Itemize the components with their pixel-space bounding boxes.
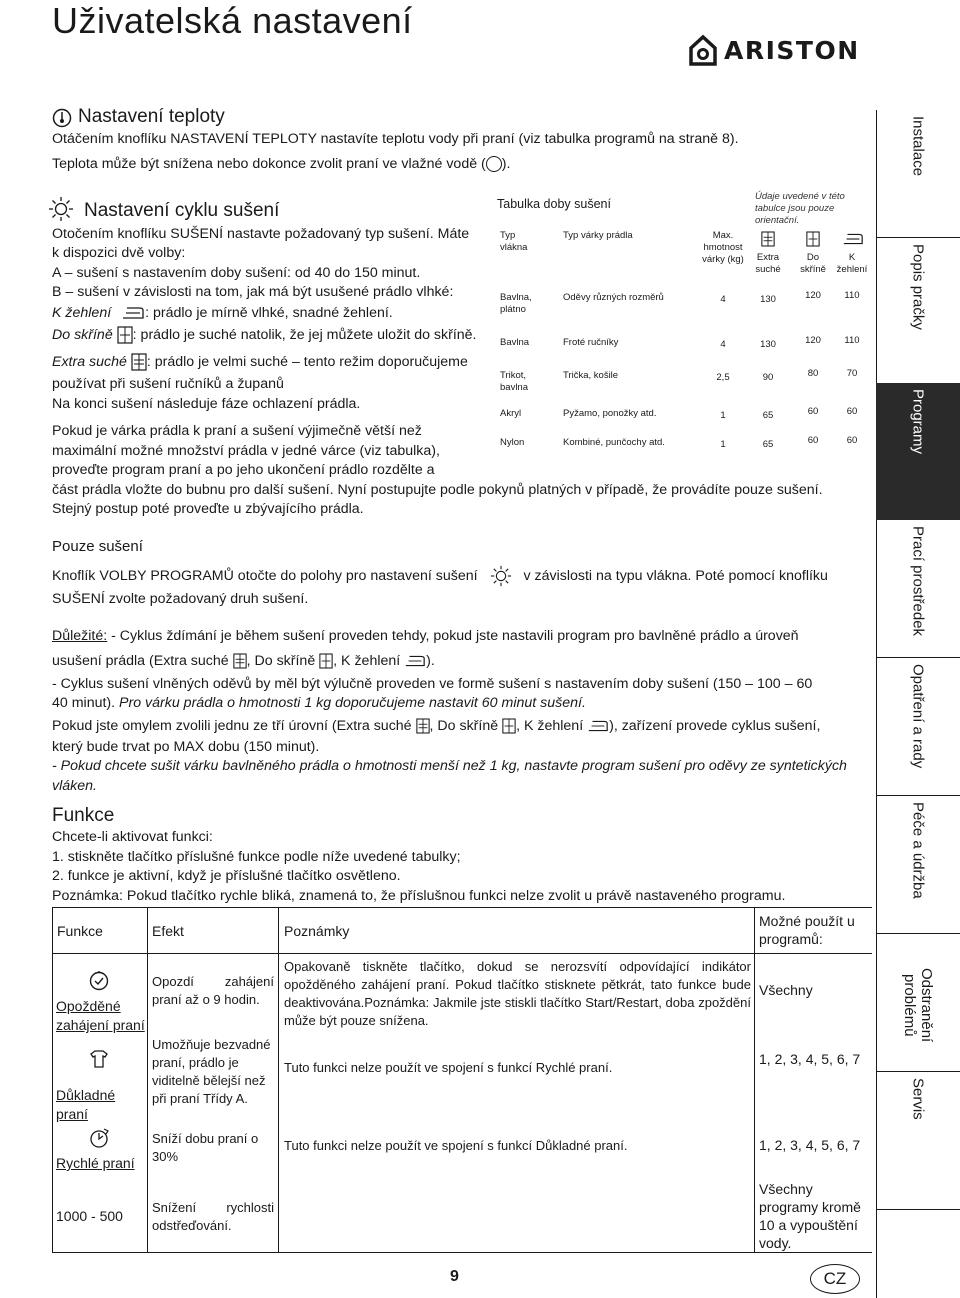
only-drying-l1: Knoflík VOLBY PROGRAMŮ otočte do polohy pro nastavení sušení v závislosti na typu vlákna. Poté pomocí knoflíku — [52, 565, 828, 587]
drying-table-cell-closet: 120 — [805, 290, 821, 301]
shirt-icon — [88, 1048, 110, 1070]
drying-table-cell-extra: 130 — [760, 339, 776, 350]
func-programs-3: Všechny programy kromě 10 a vypouštění vody. — [759, 1181, 861, 1251]
important-l6: který bude trvat po MAX dobu (150 minut). — [52, 739, 320, 755]
drying-table-cell-fiber: Nylon — [500, 437, 525, 448]
drying-table-cell-fiber: Bavlna — [500, 337, 530, 348]
quick-clock-icon — [88, 1127, 110, 1149]
drying-table-cell-extra: 90 — [762, 372, 774, 383]
drying-l2: k dispozici dvě volby: — [52, 245, 186, 261]
drying-table-cell-iron: 70 — [846, 368, 858, 379]
house-icon — [688, 34, 718, 66]
closet-icon — [319, 652, 333, 670]
important-l8: vláken. — [52, 778, 97, 794]
only-drying-l2: SUŠENÍ zvolte požadovaný druh sušení. — [52, 591, 309, 607]
cold-water-icon — [486, 156, 502, 172]
tab-pece-a-udrzba[interactable]: Péče a údržba — [909, 802, 927, 899]
drying-l3: A – sušení s nastavením doby sušení: od 40 do 150 minut. — [52, 265, 421, 281]
drying-table-cell-max: 1 — [720, 439, 726, 450]
tab-servis[interactable]: Servis — [909, 1078, 927, 1120]
iron-icon — [587, 719, 609, 733]
func-programs-2: 1, 2, 3, 4, 5, 6, 7 — [759, 1137, 861, 1153]
closet-icon — [502, 717, 516, 735]
drying-p2l5: Stejný postup poté proveďte u zbývajícího prádla. — [52, 501, 364, 517]
delay-clock-icon — [88, 970, 110, 992]
drying-table-cell-iron: 60 — [846, 406, 858, 417]
drying-p2l3: proveďte program praní a po jeho ukončení prádlo rozdělte a — [52, 462, 435, 478]
important-l5: Pokud jste omylem zvolili jednu ze tří úrovní (Extra suché , Do skříně , K žehlení ), zařízení provede cyklus sušení, — [52, 718, 821, 734]
func-effect-2: Sníží dobu praní o 30% — [152, 1131, 259, 1164]
important-l2: usušení prádla (Extra suché , Do skříně , K žehlení ). — [52, 653, 435, 669]
drying-table-note: Údaje uvedené v této tabulce jsou pouze orientační. — [755, 191, 845, 226]
drying-table-cell-iron: 60 — [846, 435, 858, 446]
drying-heading: Nastavení cyklu sušení — [84, 200, 280, 221]
brand-name: ARISTON — [724, 36, 860, 65]
ariston-logo — [688, 34, 878, 66]
iron-icon — [121, 306, 145, 320]
col-load-header: Typ várky prádla — [563, 230, 633, 241]
page-title: Uživatelská nastavení — [52, 0, 413, 41]
important-l4: 40 minut). Pro várku prádla o hmotnosti 1 kg doporučujeme nastavit 60 minut sušení. — [52, 695, 586, 711]
page-number: 9 — [450, 1268, 459, 1285]
functions-l2: 1. stiskněte tlačítko příslušné funkce podle níže uvedené tabulky; — [52, 849, 461, 865]
closet-icon — [806, 231, 820, 247]
tab-praci-prostredek[interactable]: Prací prostředek — [909, 526, 927, 637]
iron-icon — [404, 654, 426, 668]
closet-icon — [117, 326, 133, 344]
drying-l7: Extra suché : prádlo je velmi suché – tento režim doporučujeme — [52, 354, 468, 370]
drying-l4: B – sušení v závislosti na tom, jak má být usušené prádlo vlhké: — [52, 284, 454, 300]
temperature-line1: Otáčením knoflíku NASTAVENÍ TEPLOTY nastavíte teplotu vody při praní (viz tabulka programů na straně 8). — [52, 131, 739, 147]
drying-table-cell-closet: 60 — [807, 435, 819, 446]
col-func-header: Funkce — [57, 923, 103, 939]
func-notes-2: Tuto funkci nelze použít ve spojení s funkcí Důkladné praní. — [284, 1138, 628, 1153]
func-name-3: 1000 - 500 — [56, 1208, 123, 1224]
drying-table-cell-max: 1 — [720, 410, 726, 421]
col-programs-header: Možné použít u programů: — [759, 913, 855, 947]
important-l7: - Pokud chcete sušit várku bavlněného prádla o hmotnosti menší než 1 kg, nastavte program sušení pro oděvy ze syntetických — [52, 758, 847, 774]
drying-p2l2: maximální možné množství prádla v jedné várce (viz tabulka), — [52, 443, 440, 459]
drying-l5: K žehlení : prádlo je mírně vlhké, snadné žehlení. — [52, 305, 393, 321]
col-max-header: Max. hmotnost várky (kg) — [702, 230, 744, 265]
col-iron-header: K žehlení — [836, 252, 868, 275]
thermometer-icon — [52, 108, 72, 128]
drying-table-cell-iron: 110 — [844, 290, 860, 301]
temperature-heading: Nastavení teploty — [78, 106, 225, 127]
drying-table-cell-closet: 80 — [807, 368, 819, 379]
func-notes-1: Tuto funkci nelze použít ve spojení s funkcí Rychlé praní. — [284, 1060, 613, 1075]
tab-opatreni-a-rady[interactable]: Opatření a rady — [909, 664, 927, 769]
col-fiber-header: Typ vlákna — [500, 230, 528, 253]
extra-dry-icon — [131, 353, 147, 371]
iron-icon — [842, 232, 864, 246]
drying-table-cell-extra: 65 — [762, 439, 774, 450]
func-effect-3: Snížení rychlosti odstřeďování. — [152, 1200, 274, 1233]
sun-icon — [48, 196, 74, 222]
tab-instalace[interactable]: Instalace — [909, 116, 927, 177]
temperature-line2: Teplota může být snížena nebo dokonce zvolit praní ve vlažné vodě ( ). — [52, 156, 511, 172]
tab-programy[interactable]: Programy — [876, 383, 960, 520]
drying-table-cell-closet: 120 — [805, 335, 821, 346]
drying-table-cell-max: 4 — [720, 339, 726, 350]
extra-dry-icon — [233, 652, 247, 670]
drying-table-cell-fiber: Trikot, bavlna — [500, 370, 528, 393]
drying-l1: Otočením knoflíku SUŠENÍ nastavte požadovaný typ sušení. Máte — [52, 226, 470, 242]
func-name-1: Důkladné praní — [56, 1087, 116, 1122]
drying-table-cell-max: 2,5 — [716, 372, 730, 383]
drying-table-cell-load: Kombiné, punčochy atd. — [563, 437, 665, 448]
drying-table-cell-closet: 60 — [807, 406, 819, 417]
drying-table-cell-fiber: Bavlna, plátno — [500, 292, 532, 315]
important-l1: Důležité: - Cyklus ždímání je během sušení proveden tehdy, pokud jste nastavili program pro bavlněné prádlo a úroveň — [52, 628, 799, 644]
functions-l1: Chcete-li aktivovat funkci: — [52, 829, 213, 845]
func-notes-0: Opakovaně tiskněte tlačítko, dokud se nerozsvítí odpovídající indikátor opožděného zahájení praní. Pokud tlačítko stisknete pětkrát, tato funkce bude deaktivována.Poznámka: Jakmile jste stiskli tlačítko Start/Restart, doba zpoždění může být pouze snížena. — [284, 959, 751, 1028]
col-extra-header: Extra suché — [755, 252, 781, 275]
drying-table-cell-fiber: Akryl — [500, 408, 522, 419]
func-effect-1: Umožňuje bezvadné praní, prádlo je viditelně bělejší než při praní Třídy A. — [152, 1037, 271, 1106]
drying-table-cell-load: Pyžamo, ponožky atd. — [563, 408, 657, 419]
extra-dry-icon — [416, 717, 430, 735]
tab-popis-pracky[interactable]: Popis pračky — [909, 244, 927, 330]
important-l3: - Cyklus sušení vlněných oděvů by měl být výlučně proveden ve formě sušení s nastavením doby sušení (150 – 100 – 60 — [52, 676, 813, 692]
drying-table-cell-extra: 65 — [762, 410, 774, 421]
drying-l9: Na konci sušení následuje fáze ochlazení prádla. — [52, 396, 361, 412]
extra-dry-icon — [761, 231, 775, 247]
col-notes-header: Poznámky — [284, 923, 350, 939]
drying-table-cell-load: Oděvy různých rozměrů — [563, 292, 664, 303]
func-programs-0: Všechny — [759, 982, 813, 998]
drying-l8: používat při sušení ručníků a županů — [52, 376, 284, 392]
drying-table-cell-max: 4 — [720, 294, 726, 305]
func-name-0: Opožděné zahájení praní — [56, 998, 145, 1033]
sun-icon — [490, 565, 512, 587]
drying-p2l1: Pokud je várka prádla k praní a sušení výjimečně větší než — [52, 423, 422, 439]
drying-table-cell-iron: 110 — [844, 335, 860, 346]
col-closet-header: Do skříně — [800, 252, 826, 275]
drying-table-cell-load: Froté ručníky — [563, 337, 619, 348]
func-name-2: Rychlé praní — [56, 1155, 135, 1171]
tab-odstraneni-problemu[interactable]: Odstranění problémů — [901, 968, 935, 1043]
drying-table-title: Tabulka doby sušení — [497, 197, 611, 211]
drying-l6: Do skříně : prádlo je suché natolik, že jej můžete uložit do skříně. — [52, 327, 477, 343]
func-programs-1: 1, 2, 3, 4, 5, 6, 7 — [759, 1051, 861, 1067]
drying-table-cell-extra: 130 — [760, 294, 776, 305]
col-effect-header: Efekt — [152, 923, 184, 939]
functions-l4: Poznámka: Pokud tlačítko rychle bliká, znamená to, že příslušnou funkci nelze zvolit u právě nastaveného programu. — [52, 888, 786, 904]
language-badge: CZ — [810, 1264, 860, 1294]
functions-l3: 2. funkce je aktivní, když je příslušné tlačítko osvětleno. — [52, 868, 401, 884]
functions-heading: Funkce — [52, 805, 115, 826]
drying-table-cell-load: Trička, košile — [563, 370, 619, 381]
func-effect-0: Opozdí zahájení praní až o 9 hodin. — [152, 974, 274, 1007]
only-drying-heading: Pouze sušení — [52, 538, 143, 555]
drying-p2l4: část prádla vložte do bubnu pro další sušení. Nyní postupujte podle pokynů platných v případě, že provádíte pouze sušení. — [52, 482, 823, 498]
